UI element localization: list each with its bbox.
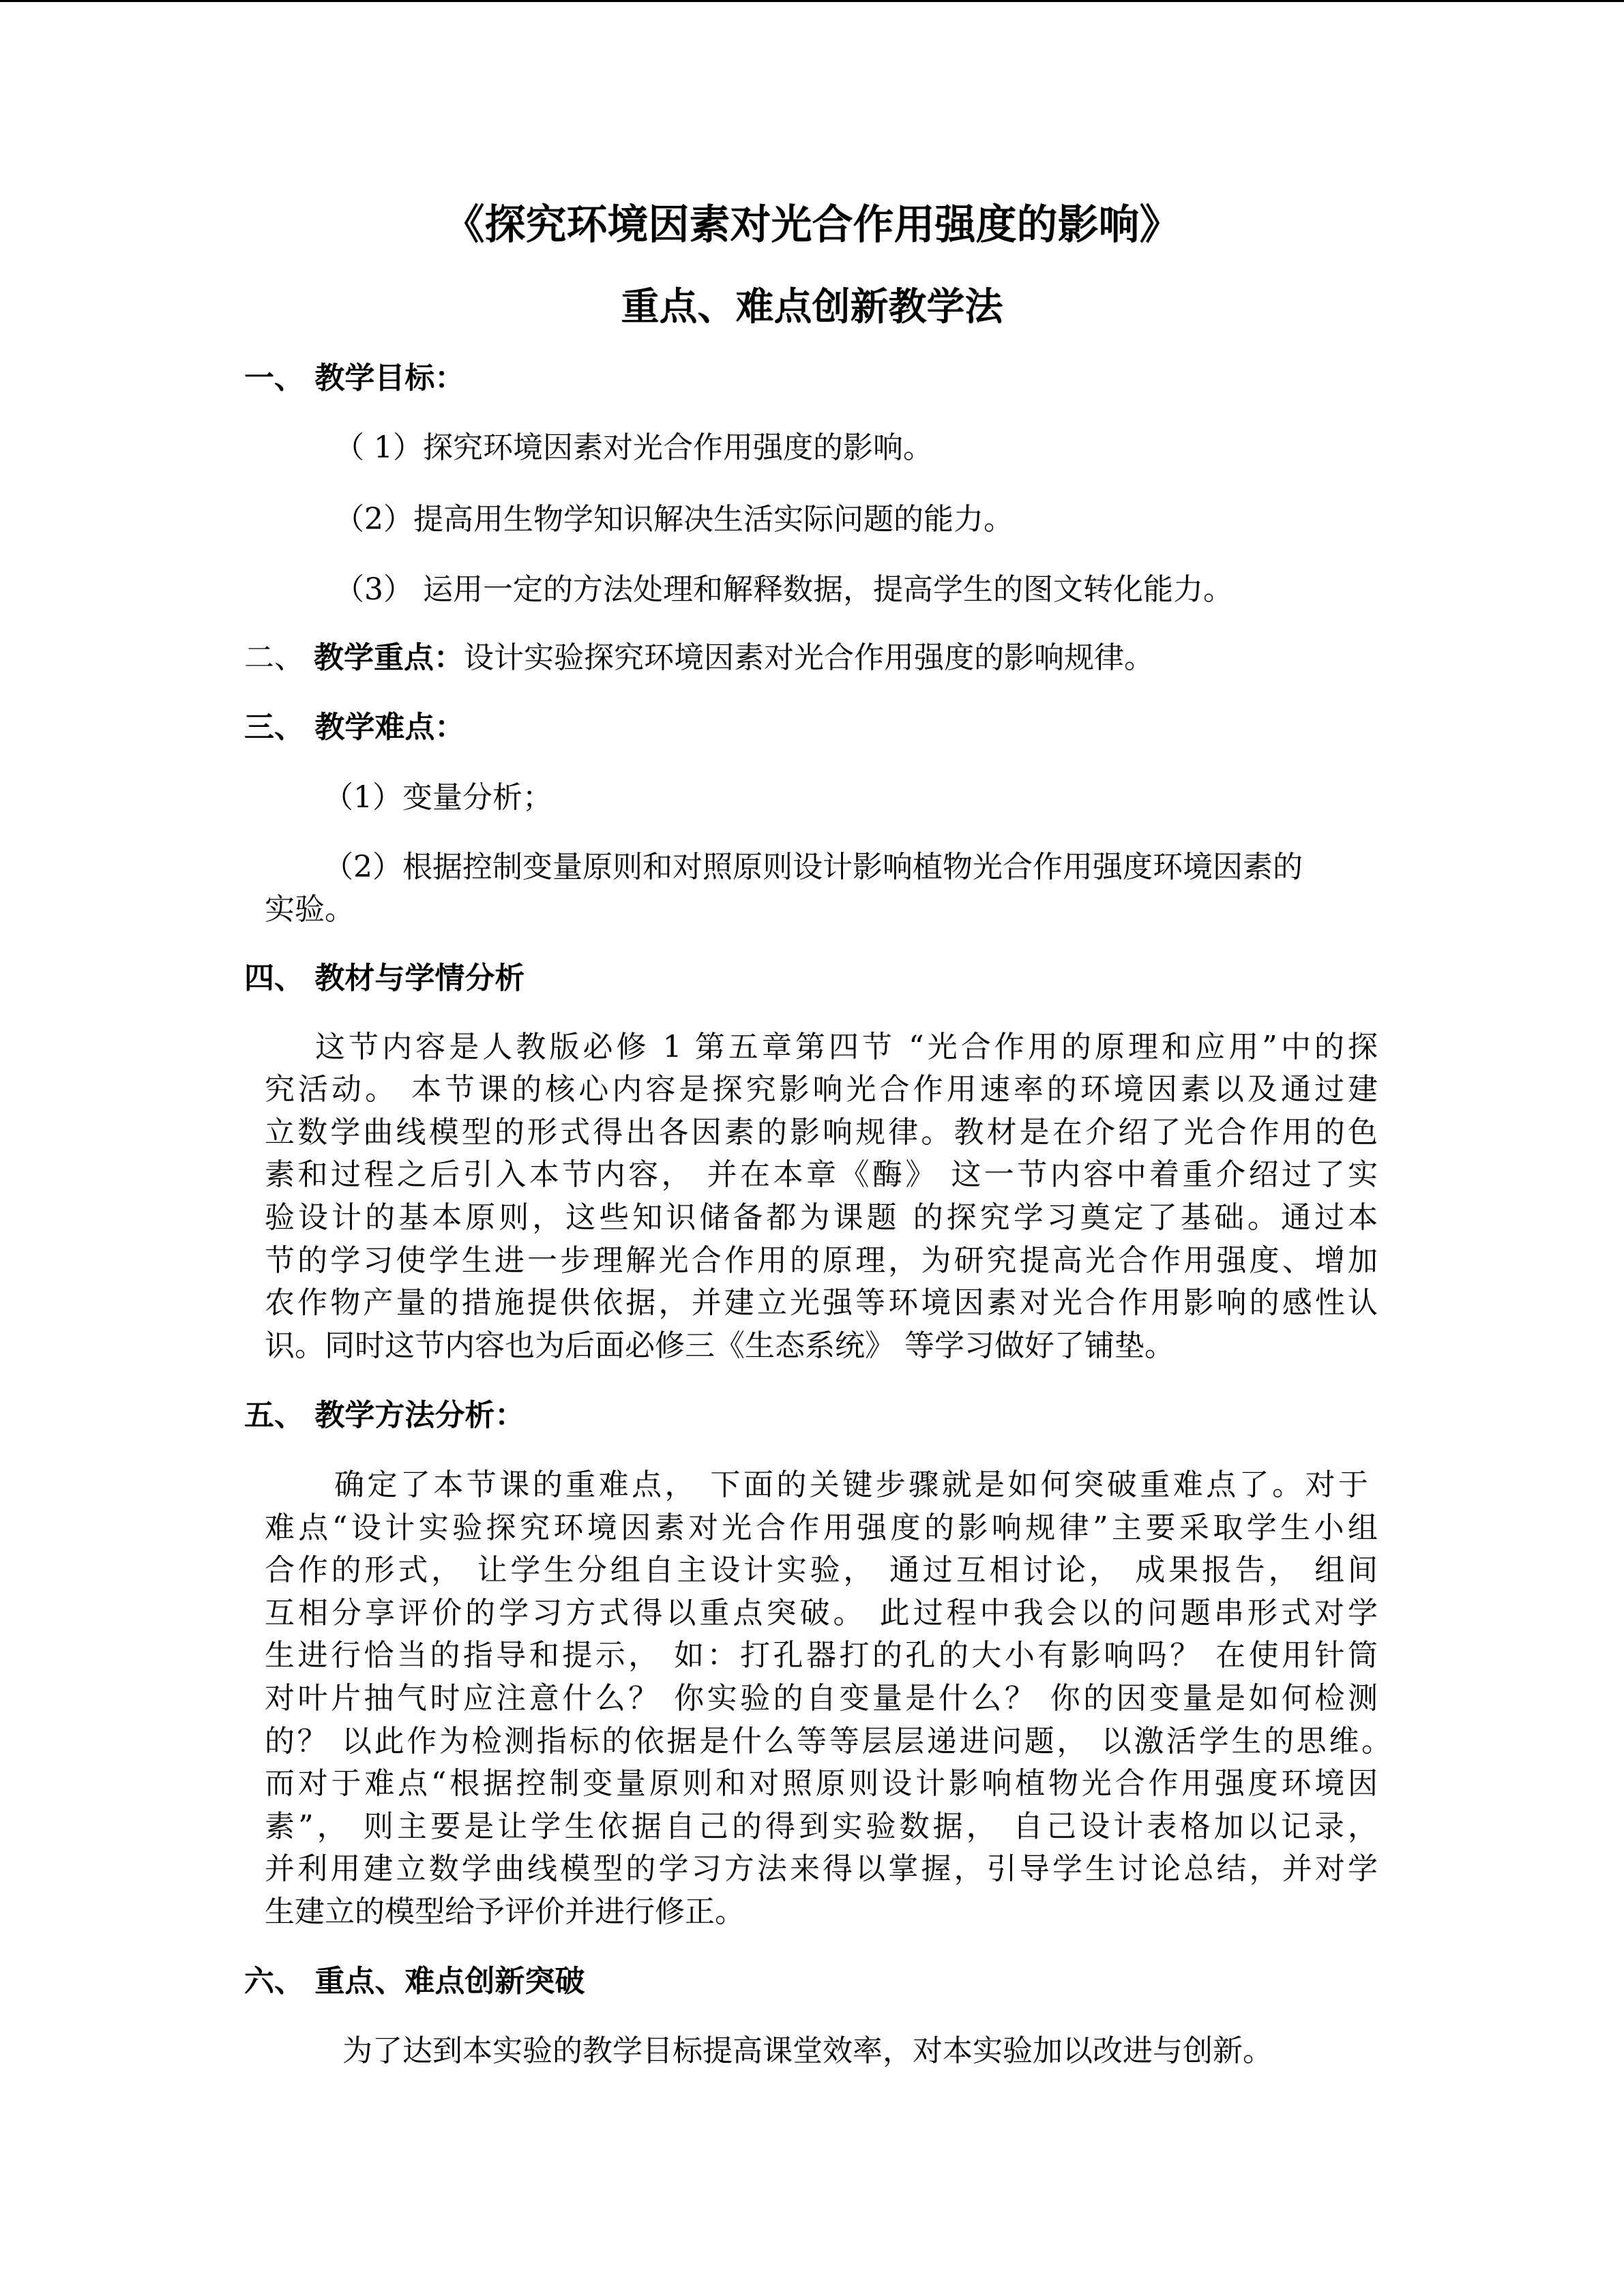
- paragraph-line: 农作物产量的措施提供依据，并建立光强等环境因素对光合作用影响的感性认: [265, 1285, 1378, 1320]
- section-heading-objectives: [244, 358, 464, 399]
- paragraph-line: 立数学曲线模型的形式得出各因素的影响规律。教材是在介绍了光合作用的色: [265, 1115, 1378, 1150]
- section-inline-text: 设计实验探究环境因素对光合作用强度的影响规律。: [464, 640, 1154, 675]
- paragraph-line: 素和过程之后引入本节内容， 并在本章《酶》 这一节内容中着重介绍过了实: [265, 1157, 1378, 1192]
- section-heading-text: 五、 教学方法分析：: [244, 1398, 525, 1433]
- section-heading-text: 三、 教学难点：: [244, 710, 465, 745]
- document-title: 《探究环境因素对光合作用强度的影响》: [443, 201, 1181, 249]
- difficulty-item-1: （1）变量分析；: [323, 780, 552, 815]
- paragraph-line: 为了达到本实验的教学目标提高课堂效率，对本实验加以改进与创新。: [342, 2033, 1273, 2068]
- section-heading-materials-analysis: [244, 958, 525, 999]
- difficulty-item-2: （2）根据控制变量原则和对照原则设计影响植物光合作用强度环境因素的: [323, 850, 1303, 884]
- paragraph-line: 而对于难点“根据控制变量原则和对照原则设计影响植物光合作用强度环境因: [265, 1766, 1378, 1801]
- section-heading-key-points: [244, 638, 1154, 679]
- paragraph-line: 确定了本节课的重难点， 下面的关键步骤就是如何突破重难点了。对于: [334, 1467, 1368, 1502]
- paragraph-line: 生建立的模型给予评价并进行修正。: [265, 1894, 745, 1929]
- section-heading-text: 四、 教材与学情分析: [244, 961, 525, 996]
- difficulty-item-2-continued: 实验。: [265, 892, 355, 927]
- paragraph-line: 这节内容是人教版必修 1 第五章第四节 “光合作用的原理和应用”中的探: [315, 1030, 1378, 1064]
- section-heading-difficulties: [244, 707, 464, 748]
- paragraph-line: 节的学习使学生进一步理解光合作用的原理，为研究提高光合作用强度、增加: [265, 1243, 1378, 1278]
- objective-item-2: （2）提高用生物学知识解决生活实际问题的能力。: [334, 502, 1014, 537]
- paragraph-line: 究活动。 本节课的核心内容是探究影响光合作用速率的环境因素以及通过建: [265, 1072, 1378, 1107]
- paragraph-line: 生进行恰当的指导和提示， 如：打孔器打的孔的大小有影响吗？ 在使用针筒: [265, 1638, 1378, 1673]
- section-heading-innovation: [244, 1961, 585, 2002]
- top-border-line: [0, 0, 1624, 2]
- paragraph-line: 并利用建立数学曲线模型的学习方法来得以掌握，引导学生讨论总结，并对学: [265, 1851, 1378, 1886]
- section-heading-text: 六、 重点、难点创新突破: [244, 1964, 585, 1999]
- section-heading-teaching-methods: [244, 1395, 525, 1436]
- paragraph-line: 对叶片抽气时应注意什么？ 你实验的自变量是什么？ 你的因变量是如何检测: [265, 1681, 1378, 1716]
- objective-item-3: （3） 运用一定的方法处理和解释数据，提高学生的图文转化能力。: [334, 572, 1233, 607]
- section-heading-text: 一、 教学目标：: [244, 361, 465, 396]
- paragraph-line: 互相分享评价的学习方式得以重点突破。 此过程中我会以的问题串形式对学: [265, 1596, 1378, 1630]
- section-label: 教学重点：: [314, 640, 464, 675]
- paragraph-line: 验设计的基本原则，这些知识储备都为课题 的探究学习奠定了基础。通过本: [265, 1200, 1378, 1235]
- paragraph-line: 难点“设计实验探究环境因素对光合作用强度的影响规律”主要采取学生小组: [265, 1510, 1378, 1545]
- paragraph-line: 识。同时这节内容也为后面必修三《生态系统》 等学习做好了铺垫。: [265, 1328, 1175, 1363]
- objective-item-1: （ 1）探究环境因素对光合作用强度的影响。: [334, 430, 933, 465]
- paragraph-line: 合作的形式， 让学生分组自主设计实验， 通过互相讨论， 成果报告， 组间: [265, 1553, 1378, 1587]
- document-subtitle: 重点、难点创新教学法: [621, 284, 1003, 329]
- paragraph-line: 的？ 以此作为检测指标的依据是什么等等层层递进问题， 以激活学生的思维。: [265, 1724, 1391, 1759]
- section-number: 二、: [244, 640, 304, 675]
- paragraph-line: 素”， 则主要是让学生依据自己的得到实验数据， 自己设计表格加以记录，: [265, 1809, 1378, 1844]
